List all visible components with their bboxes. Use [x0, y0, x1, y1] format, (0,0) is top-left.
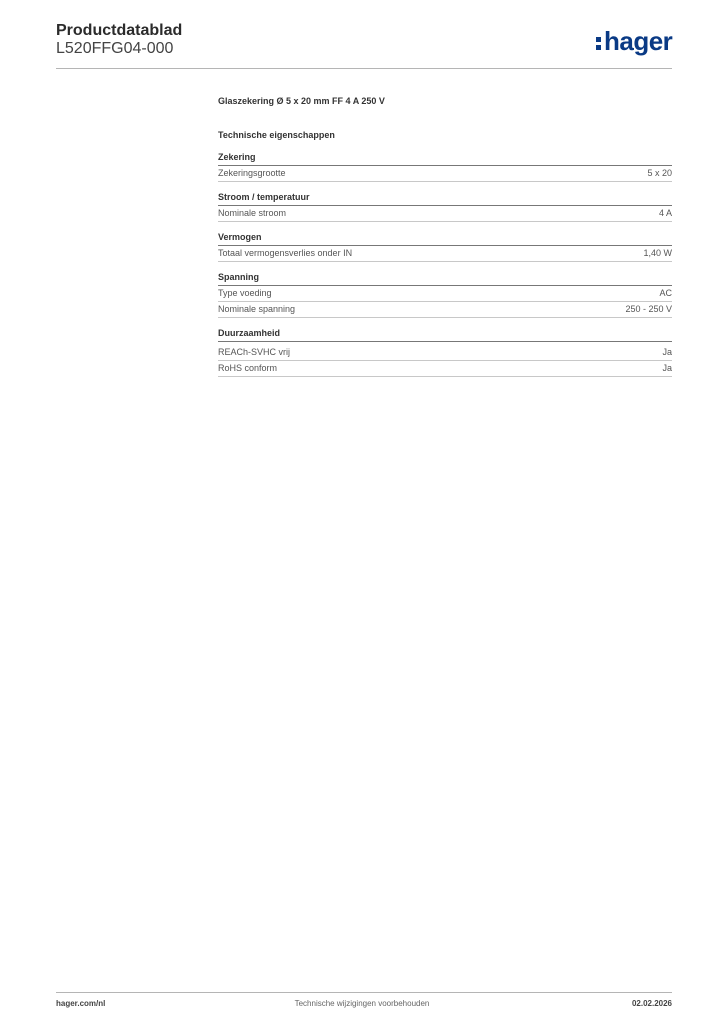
hager-logo	[596, 28, 672, 54]
footer-website: hager.com/nl	[56, 999, 106, 1008]
group-title: Spanning	[218, 272, 672, 286]
spec-value: Ja	[662, 363, 672, 373]
content	[218, 96, 672, 377]
spec-group-spanning	[218, 272, 672, 318]
spec-label: REACh-SVHC vrij	[218, 347, 291, 357]
group-title: Duurzaamheid	[218, 328, 672, 342]
spec-label: RoHS conform	[218, 363, 278, 373]
spec-value: 4 A	[658, 208, 672, 218]
spec-row	[218, 286, 672, 302]
spec-row	[218, 345, 672, 361]
spec-label: Nominale spanning	[218, 304, 296, 314]
spec-label: Type voeding	[218, 288, 272, 298]
spec-group-zekering	[218, 152, 672, 182]
footer-disclaimer: Technische wijzigingen voorbehouden	[294, 999, 430, 1008]
spec-value: Ja	[662, 347, 672, 357]
spec-row	[218, 246, 672, 262]
logo-text: hager	[604, 26, 673, 56]
spec-group-duurzaamheid	[218, 328, 672, 377]
group-title: Stroom / temperatuur	[218, 192, 672, 206]
spec-row	[218, 206, 672, 222]
group-title: Zekering	[218, 152, 672, 166]
footer-divider	[56, 992, 672, 993]
spec-row	[218, 361, 672, 377]
spec-row	[218, 302, 672, 318]
product-name: Glaszekering Ø 5 x 20 mm FF 4 A 250 V	[218, 96, 385, 106]
spec-group-stroom-temperatuur	[218, 192, 672, 222]
spec-value: 5 x 20	[647, 168, 672, 178]
product-code: L520FFG04-000	[56, 40, 174, 57]
spec-row	[218, 166, 672, 182]
spec-label: Nominale stroom	[218, 208, 287, 218]
page-title: Productdatablad	[56, 22, 183, 39]
spec-group-vermogen	[218, 232, 672, 262]
section-heading: Technische eigenschappen	[218, 130, 335, 140]
spec-value: 250 - 250 V	[625, 304, 672, 314]
spec-value: 1,40 W	[643, 248, 672, 258]
footer-date: 02.02.2026	[631, 999, 672, 1008]
header-divider	[56, 68, 672, 69]
spec-label: Zekeringsgrootte	[218, 168, 286, 178]
spec-label: Totaal vermogensverlies onder IN	[218, 248, 353, 258]
group-title: Vermogen	[218, 232, 672, 246]
logo-dots-icon	[596, 34, 603, 52]
spec-value: AC	[659, 288, 672, 298]
